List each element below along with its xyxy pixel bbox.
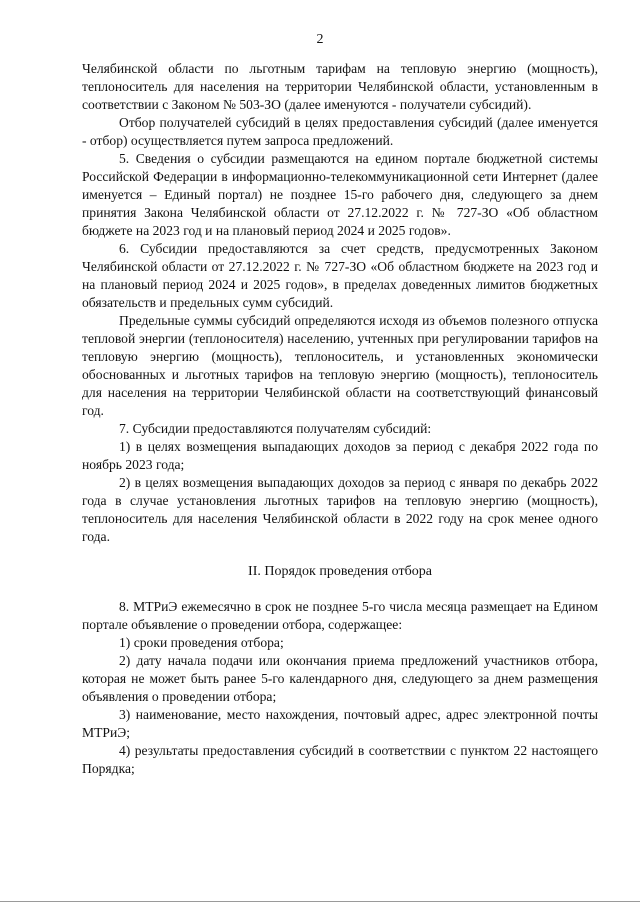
paragraph: 2) дату начала подачи или окончания приема предложений участников отбора, которая не может быть ранее 5-го календарного дня, следующего за днем размещения объявления о проведении отбора; <box>82 653 598 704</box>
paragraph: 3) наименование, место нахождения, почтовый адрес, адрес электронной почты МТРиЭ; <box>82 707 598 740</box>
paragraph: 6. Субсидии предоставляются за счет средств, предусмотренных Законом Челябинской области от 27.12.2022 г. № 727-ЗО «Об областном бюджете на 2023 год и на плановый период 2024 и 2025 годов», в пределах доведенных лимитов бюджетных обязательств и предельных сумм субсидий. <box>82 241 598 310</box>
section-heading: II. Порядок проведения отбора <box>248 564 432 579</box>
paragraph: 4) результаты предоставления субсидий в соответствии с пунктом 22 настоящего Порядка; <box>82 743 598 776</box>
paragraph: Предельные суммы субсидий определяются исходя из объемов полезного отпуска тепловой энергии (теплоносителя) населению, учтенных при регулировании тарифов на тепловую энергию (мощность), теплоноситель, и установленных экономически обоснованных и льготных тарифов на тепловую энергию (мощность), теплоноситель для населения на территории Челябинской области на соответствующий финансовый год. <box>82 313 598 418</box>
paragraph: 5. Сведения о субсидии размещаются на едином портале бюджетной системы Российской Федерации в информационно-телекоммуникационной сети Интернет (далее именуется – Единый портал) не позднее 15-го рабочего дня, следующего за днем принятия Закона Челябинской области от 27.12.2022 г. № 727-ЗО «Об областном бюджете на 2023 год и на плановый период 2024 и 2025 годов». <box>82 151 598 238</box>
paragraphs-after-heading <box>82 598 598 778</box>
paragraph: Отбор получателей субсидий в целях предоставления субсидий (далее именуется - отбор) осуществляется путем запроса предложений. <box>82 115 598 148</box>
paragraphs-before-heading <box>82 60 598 546</box>
paragraph: 1) в целях возмещения выпадающих доходов за период с декабря 2022 года по ноябрь 2023 года; <box>82 439 598 472</box>
page-bottom-edge <box>0 901 640 902</box>
paragraph: 7. Субсидии предоставляются получателям субсидий: <box>119 421 432 436</box>
page-number: 2 <box>316 32 324 47</box>
paragraph: 8. МТРиЭ ежемесячно в срок не позднее 5-го числа месяца размещает на Едином портале объявление о проведении отбора, содержащее: <box>82 599 598 632</box>
paragraph: Челябинской области по льготным тарифам на тепловую энергию (мощность), теплоноситель для населения на территории Челябинской области, установленным в соответствии с Законом № 503-ЗО (далее именуются - получатели субсидий). <box>82 61 598 112</box>
document-body <box>82 60 598 778</box>
paragraph: 2) в целях возмещения выпадающих доходов за период с января по декабрь 2022 года в случае установления льготных тарифов на тепловую энергию (мощность), теплоноситель для населения Челябинской области в 2022 году на срок менее одного года. <box>82 475 598 544</box>
paragraph: 1) сроки проведения отбора; <box>119 635 284 650</box>
